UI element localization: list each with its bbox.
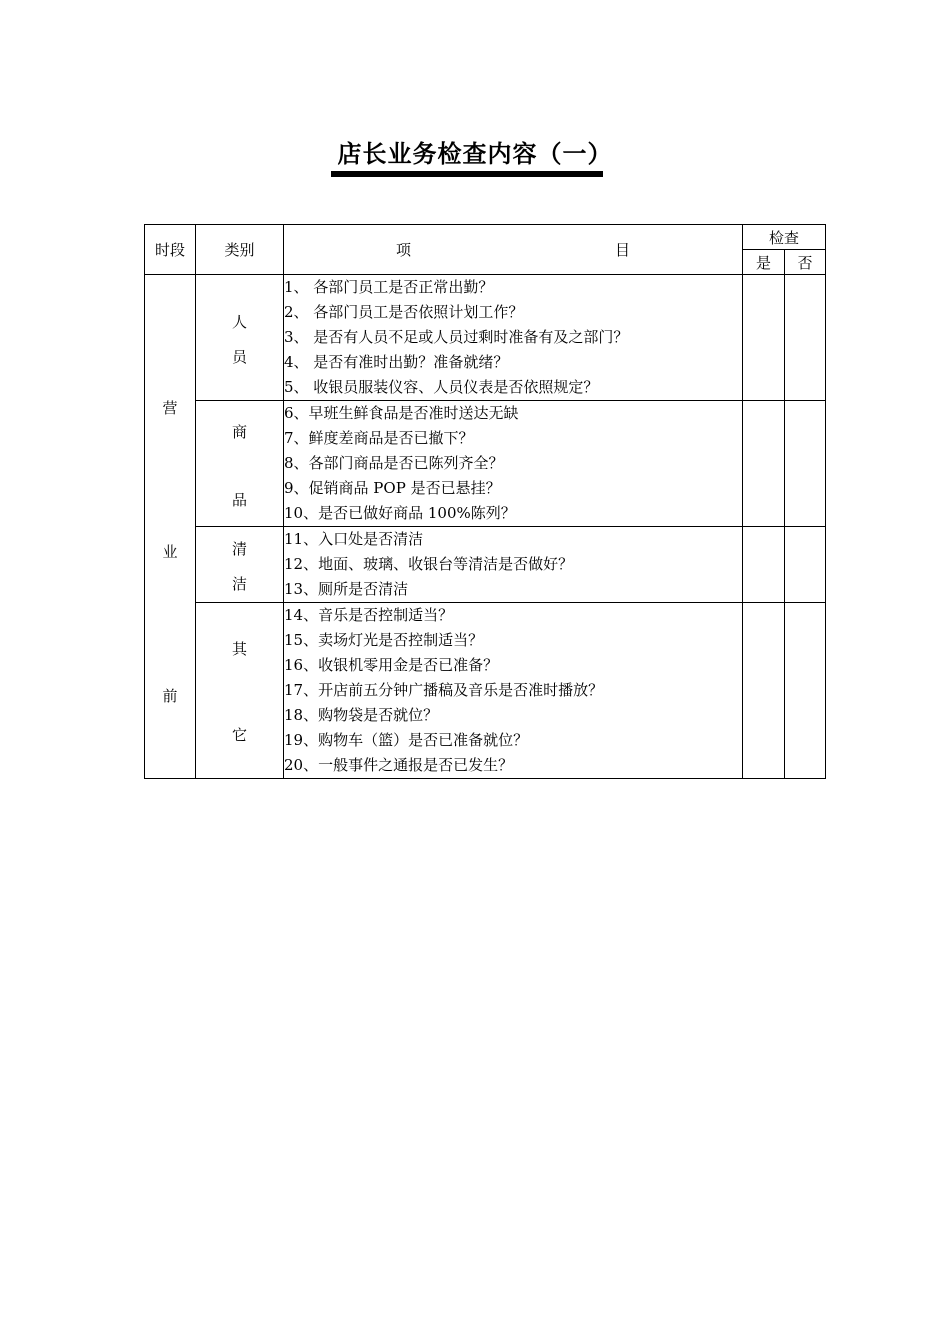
check-item: 3、 是否有人员不足或人员过剩时准备有及之部门？ bbox=[284, 328, 629, 346]
header-no: 否 bbox=[785, 250, 826, 275]
check-item: 8、各部门商品是否已陈列齐全？ bbox=[284, 454, 504, 472]
check-item: 18、购物袋是否就位？ bbox=[284, 706, 439, 724]
check-item: 20、一般事件之通报是否已发生？ bbox=[284, 756, 514, 774]
category-char: 员 bbox=[231, 348, 247, 366]
check-item: 5、 收银员服装仪容、人员仪表是否依照规定？ bbox=[284, 378, 599, 396]
check-item: 15、卖场灯光是否控制适当？ bbox=[284, 631, 484, 649]
items-other bbox=[284, 603, 743, 779]
check-yes-cell[interactable] bbox=[743, 275, 785, 401]
check-item: 7、鲜度差商品是否已撤下？ bbox=[284, 429, 474, 447]
check-no-cell[interactable] bbox=[785, 401, 826, 527]
items-cleaning bbox=[284, 527, 743, 603]
check-item: 4、 是否有准时出勤？准备就绪？ bbox=[284, 353, 509, 371]
category-char: 商 bbox=[231, 423, 247, 441]
category-cleaning bbox=[196, 527, 284, 603]
check-item: 1、 各部门员工是否正常出勤？ bbox=[284, 278, 494, 296]
check-item: 17、开店前五分钟广播稿及音乐是否准时播放？ bbox=[284, 681, 604, 699]
check-item: 19、购物车（篮）是否已准备就位？ bbox=[284, 731, 529, 749]
check-no-cell[interactable] bbox=[785, 603, 826, 779]
title-underline bbox=[331, 171, 603, 177]
period-char-3: 前 bbox=[162, 687, 178, 705]
category-char: 品 bbox=[231, 491, 247, 509]
category-char: 它 bbox=[231, 726, 247, 744]
check-item: 2、 各部门员工是否依照计划工作？ bbox=[284, 303, 524, 321]
header-item bbox=[284, 225, 743, 275]
check-item: 16、收银机零用金是否已准备？ bbox=[284, 656, 499, 674]
check-no-cell[interactable] bbox=[785, 275, 826, 401]
category-personnel bbox=[196, 275, 284, 401]
category-char: 清 bbox=[231, 540, 247, 558]
page-title: 店长业务检查内容（一） bbox=[337, 140, 613, 168]
category-char: 洁 bbox=[231, 575, 247, 593]
header-check: 检查 bbox=[743, 225, 826, 250]
check-item: 10、是否已做好商品 100%陈列？ bbox=[284, 504, 516, 522]
check-item: 6、早班生鲜食品是否准时送达无缺 bbox=[284, 404, 519, 422]
header-item-right: 目 bbox=[614, 241, 630, 259]
header-yes: 是 bbox=[743, 250, 785, 275]
category-other bbox=[196, 603, 284, 779]
check-yes-cell[interactable] bbox=[743, 603, 785, 779]
header-period: 时段 bbox=[145, 225, 196, 275]
check-no-cell[interactable] bbox=[785, 527, 826, 603]
check-item: 13、厕所是否清洁 bbox=[284, 580, 409, 598]
check-item: 14、音乐是否控制适当？ bbox=[284, 606, 454, 624]
check-yes-cell[interactable] bbox=[743, 527, 785, 603]
items-personnel bbox=[284, 275, 743, 401]
category-char: 其 bbox=[231, 640, 247, 658]
category-char: 人 bbox=[231, 313, 247, 331]
header-item-left: 项 bbox=[396, 241, 412, 259]
check-yes-cell[interactable] bbox=[743, 401, 785, 527]
period-char-2: 业 bbox=[162, 543, 178, 561]
check-item: 9、促销商品 POP 是否已悬挂？ bbox=[284, 479, 501, 497]
checklist-table bbox=[144, 224, 826, 779]
period-cell bbox=[145, 275, 196, 779]
category-goods bbox=[196, 401, 284, 527]
items-goods bbox=[284, 401, 743, 527]
check-item: 11、入口处是否清洁 bbox=[284, 530, 424, 548]
check-item: 12、地面、玻璃、收银台等清洁是否做好？ bbox=[284, 555, 574, 573]
header-category: 类别 bbox=[196, 225, 284, 275]
period-char-1: 营 bbox=[162, 399, 178, 417]
